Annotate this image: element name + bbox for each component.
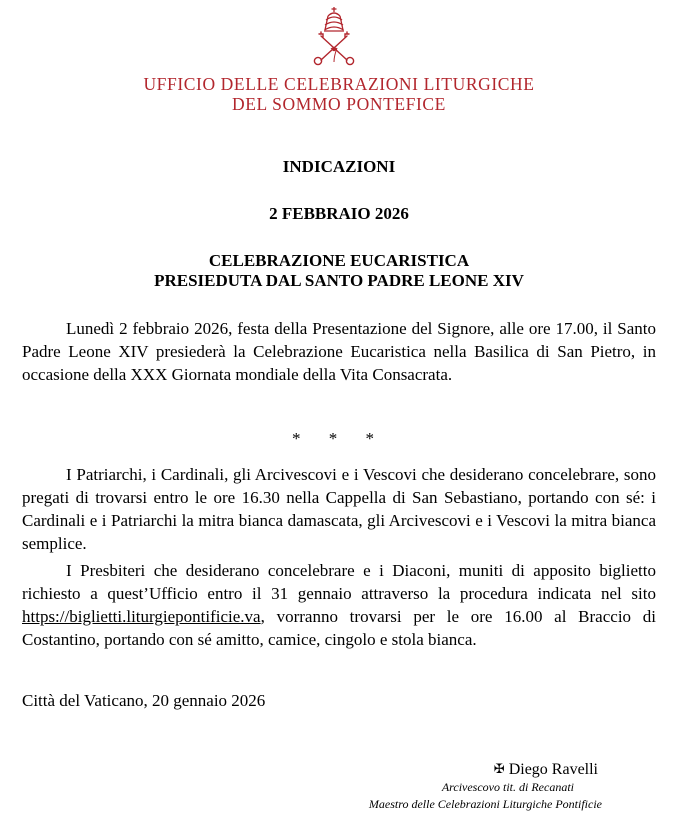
announcement-paragraph: Lunedì 2 febbraio 2026, festa della Presentazione del Signore, alle ore 17.00, il Santo Padre Leone XIV presiederà la Celebrazione Eucaristica nella Basilica di San Pietro, in occasione della XXX Giornata mondiale della Vita Consacrata.	[22, 319, 656, 384]
tickets-website-link[interactable]: https://biglietti.liturgiepontificie.va	[22, 607, 261, 626]
papal-coat-of-arms-icon	[309, 6, 359, 68]
signatory-office: Maestro delle Celebrazioni Liturgiche Pontificie	[368, 797, 602, 811]
office-name-line1: UFFICIO DELLE CELEBRAZIONI LITURGICHE	[143, 74, 535, 94]
document-title: INDICAZIONI	[282, 157, 396, 176]
place-and-date: Città del Vaticano, 20 gennaio 2026	[22, 691, 266, 710]
section-separator: * * *	[292, 429, 386, 448]
signatory-name: Diego Ravelli	[508, 761, 598, 778]
celebration-title-line1: CELEBRAZIONE EUCARISTICA	[208, 251, 470, 270]
bishops-instructions-paragraph: I Patriarchi, i Cardinali, gli Arcivescovi e i Vescovi che desiderano concelebrare, sono pregati di trovarsi entro le ore 16.30 nella Cappella di San Sebastiano, portando con sé: i Cardinali e i Patriarchi la mitra bianca damascata, gli Arcivescovi e i Vescovi la mitra bianca semplice.	[22, 465, 656, 553]
cross-icon: ✠	[493, 761, 505, 776]
priests-instructions-text-start: I Presbiteri che desiderano concelebrare e i Diaconi, muniti di apposito biglietto richiesto a quest’Ufficio entro il 31 gennaio attraverso la procedura indicata nel sito	[22, 561, 656, 603]
priests-instructions-paragraph	[22, 559, 656, 651]
priests-instructions-text-end: , vorranno trovarsi per le ore 16.00 al Braccio di Costantino, portando con sé amitto, camice, cingolo e stola bianca.	[22, 607, 656, 649]
signatory-name-line	[298, 759, 598, 780]
office-name-line2: DEL SOMMO PONTEFICE	[232, 94, 446, 114]
celebration-title-line2: PRESIEDUTA DAL SANTO PADRE LEONE XIV	[154, 271, 524, 290]
event-date: 2 FEBBRAIO 2026	[269, 204, 409, 223]
signatory-title: Arcivescovo tit. di Recanati	[441, 780, 574, 794]
